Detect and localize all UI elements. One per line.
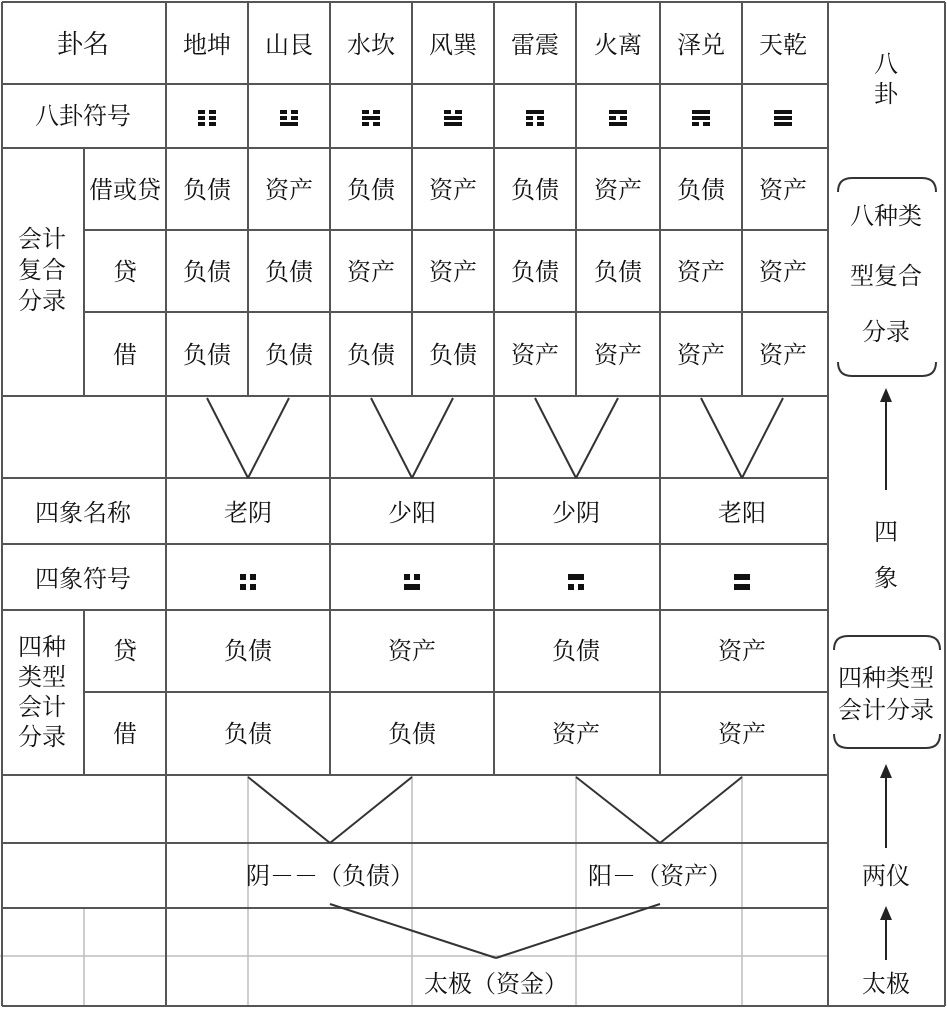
yang-line — [609, 110, 627, 114]
entry-cell: 负债 — [388, 720, 436, 748]
trigram-name: 水坎 — [347, 31, 395, 59]
yin-line — [291, 116, 298, 120]
entry-cell: 负债 — [429, 341, 477, 369]
entry-cell: 负债 — [183, 258, 231, 286]
yao-symbol — [526, 110, 544, 126]
yang-line — [280, 122, 298, 126]
fourimage-to-twomode-connectors — [248, 777, 742, 843]
sixiang-label-line: 四 — [874, 518, 898, 546]
eight-types-label-line: 八种类 — [850, 202, 922, 230]
trigram-name: 泽兑 — [677, 31, 725, 59]
yang-line — [444, 122, 462, 126]
yao-symbol — [240, 574, 256, 590]
yin-line — [537, 116, 544, 120]
yin-line — [455, 110, 462, 114]
yao-symbol — [774, 110, 792, 126]
trigram-name: 雷震 — [511, 31, 559, 59]
row-label-credit: 贷 — [113, 258, 137, 286]
twomode-to-taiji-connectors — [330, 904, 660, 958]
yin-line — [198, 110, 205, 114]
entry-cell: 负债 — [511, 176, 559, 204]
yang-line — [692, 116, 710, 120]
entry-cell: 资产 — [677, 258, 725, 286]
four-types-label-line: 四种类型 — [838, 664, 934, 692]
entry-cell: 资产 — [511, 341, 559, 369]
yang-line — [692, 110, 710, 114]
yao-symbol — [198, 110, 216, 126]
yao-symbol — [692, 110, 710, 126]
yin-line — [280, 110, 287, 114]
yang-line — [734, 574, 750, 580]
yang-line — [774, 116, 792, 120]
entry-cell: 资产 — [718, 637, 766, 665]
lower-grid-lines — [0, 775, 828, 1005]
row-label-credit: 贷 — [113, 637, 137, 665]
yin-line — [526, 116, 533, 120]
entry-cell: 负债 — [183, 341, 231, 369]
yin-line — [703, 122, 710, 126]
yin-line — [404, 574, 410, 580]
taiji-right-label: 太极 — [862, 970, 910, 998]
entry-cell: 资产 — [429, 258, 477, 286]
entry-cell: 资产 — [759, 258, 807, 286]
entry-cell: 资产 — [552, 720, 600, 748]
entry-cell: 资产 — [759, 176, 807, 204]
group-label-line: 会计 — [18, 225, 66, 253]
taiji-label: 太极（资金） — [424, 970, 568, 998]
entry-cell: 资产 — [388, 637, 436, 665]
yin-line — [373, 122, 380, 126]
yin-line — [568, 584, 574, 590]
group-label-line: 分录 — [18, 723, 66, 751]
yang-line — [774, 110, 792, 114]
entry-cell: 负债 — [265, 258, 313, 286]
entry-cell: 负债 — [552, 637, 600, 665]
trigram-name: 天乾 — [759, 31, 807, 59]
yao-symbol — [404, 574, 420, 590]
entry-cell: 负债 — [594, 258, 642, 286]
yin-line — [280, 116, 287, 120]
compound-entry-group-label — [18, 225, 66, 315]
four-image-name: 少阳 — [388, 499, 436, 527]
entry-cell: 负债 — [183, 176, 231, 204]
right-column — [834, 50, 940, 998]
liangyi-label: 两仪 — [862, 862, 910, 890]
yang-line — [568, 574, 584, 580]
four-image-name: 老阴 — [224, 499, 272, 527]
group-label-line: 四种 — [18, 633, 66, 661]
eight-types-label-line: 型复合 — [850, 262, 922, 290]
yin-line — [198, 116, 205, 120]
yang-line — [526, 110, 544, 114]
entry-cell: 负债 — [224, 637, 272, 665]
yao-symbol — [609, 110, 627, 126]
yao-symbol — [568, 574, 584, 590]
trigram-name: 地坤 — [183, 31, 231, 59]
yin-line — [198, 122, 205, 126]
yao-symbol — [444, 110, 462, 126]
yin-line — [291, 110, 298, 114]
yao-symbol — [362, 110, 380, 126]
yin-line — [209, 110, 216, 114]
entry-cell: 负债 — [511, 258, 559, 286]
entry-cell: 负债 — [265, 341, 313, 369]
entry-cell: 资产 — [594, 176, 642, 204]
yin-line — [250, 584, 256, 590]
arrow-sixiang-to-bagua — [880, 388, 892, 490]
row-label-debit: 借 — [113, 341, 137, 369]
yin-line — [537, 122, 544, 126]
entry-cell: 资产 — [429, 176, 477, 204]
row-label-four-image-symbol: 四象符号 — [35, 565, 131, 593]
four-image-name: 少阴 — [552, 499, 600, 527]
row-label-debit: 借 — [113, 720, 137, 748]
trigram-name: 火离 — [594, 31, 642, 59]
four-entry-group-label — [18, 633, 66, 751]
four-types-label-line: 会计分录 — [838, 696, 934, 724]
group-label-line: 分录 — [18, 287, 66, 315]
yang-label: 阳－（资产） — [588, 862, 732, 890]
yin-line — [209, 122, 216, 126]
yin-line — [362, 122, 369, 126]
row-label-debit-or-credit: 借或贷 — [89, 176, 161, 204]
yang-line — [444, 116, 462, 120]
row-label-trigram-name: 卦名 — [56, 30, 110, 60]
main-grid — [2, 2, 945, 1006]
bagua-label-line: 八 — [874, 50, 898, 78]
trigram-name: 山艮 — [265, 31, 313, 59]
yang-line — [404, 584, 420, 590]
yin-line — [414, 574, 420, 580]
entry-cell: 负债 — [347, 341, 395, 369]
yang-line — [774, 122, 792, 126]
yang-line — [609, 122, 627, 126]
row-label-four-image-name: 四象名称 — [35, 499, 131, 527]
entry-cell: 负债 — [347, 176, 395, 204]
row-label-trigram-symbol: 八卦符号 — [35, 102, 131, 130]
yang-line — [362, 116, 380, 120]
entry-cell: 资产 — [347, 258, 395, 286]
yin-line — [526, 122, 533, 126]
entry-cell: 资产 — [759, 341, 807, 369]
yin-line — [240, 574, 246, 580]
four-types-bracket — [834, 636, 940, 748]
eight-types-label-line: 分录 — [862, 318, 910, 346]
group-label-line: 类型 — [18, 663, 66, 691]
group-label-line: 会计 — [18, 693, 66, 721]
yao-symbol — [280, 110, 298, 126]
entry-cell: 资产 — [265, 176, 313, 204]
entry-cell: 资产 — [677, 341, 725, 369]
entry-cell: 资产 — [594, 341, 642, 369]
four-image-name: 老阳 — [718, 499, 766, 527]
yin-line — [209, 116, 216, 120]
yin-line — [578, 584, 584, 590]
yin-line — [250, 574, 256, 580]
yin-line — [373, 110, 380, 114]
yin-line — [620, 116, 627, 120]
yang-line — [734, 584, 750, 590]
yin-line — [362, 110, 369, 114]
yin-label: 阴－－（负债） — [246, 862, 414, 890]
group-label-line: 复合 — [18, 256, 66, 284]
entry-cell: 负债 — [677, 176, 725, 204]
arrow-liangyi-to-sixiang — [880, 764, 892, 848]
yin-line — [444, 110, 451, 114]
trigram-name: 风巽 — [429, 31, 477, 59]
entry-cell: 负债 — [224, 720, 272, 748]
yin-line — [609, 116, 616, 120]
sixiang-label-line: 象 — [874, 564, 898, 592]
arrow-taiji-to-liangyi — [880, 906, 892, 960]
yin-line — [692, 122, 699, 126]
yin-line — [240, 584, 246, 590]
yao-symbol — [734, 574, 750, 590]
bagua-label-line: 卦 — [874, 80, 898, 108]
entry-cell: 资产 — [718, 720, 766, 748]
